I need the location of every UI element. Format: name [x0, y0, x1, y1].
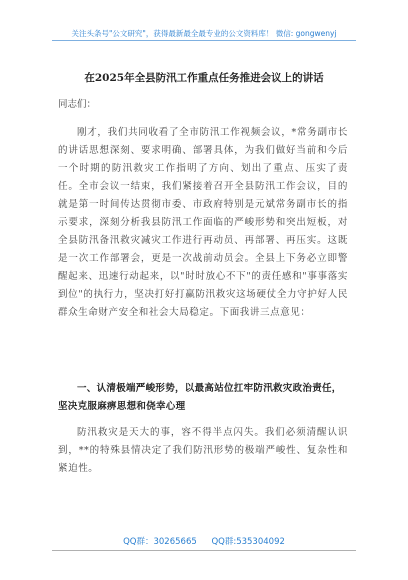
salutation: 同志们： [58, 99, 97, 110]
header-divider [52, 40, 356, 41]
footer-divider [52, 550, 356, 551]
paragraph-intro: 刚才，我们共同收看了全市防汛工作视频会议，*常务副市长的讲话思想深刻、要求明确、部署具体，为我们做好当前和今后一个时期的防汛救灾工作指明了方向、划出了重点、压实了责任。全市会议一结束，我们紧接着召开全县防汛工作会议，目的就是第一时间传达贯彻市委、市政府特别是元斌常务副市长的指示要求，深刻分析我县防汛工作面临的严峻形势和突出短板，对全县防汛备汛救灾减灾工作进行再动员、再部署、再压实。这既是一次工作部署会，更是一次战前动员会。全县上下务必立即警醒起来、迅速行动起来，以"时时放心不下"的责任感和"事事落实到位"的执行力，坚决打好打赢防汛救灾这场硬仗全力守护好人民群众生命财产安全和社会大局稳定。下面我讲三点意见： [58, 127, 348, 318]
qq-group-link-2[interactable]: QQ群:535304092 [211, 537, 285, 547]
section-heading-1: 一、认清极端严峻形势，以最高站位扛牢防汛救灾政治责任，坚决克服麻痹思想和侥幸心理 [58, 383, 342, 412]
header-banner: 关注头条号"公文研究"，获得最新最全最专业的公文资料库！ 微信: gongwenyj [71, 29, 337, 38]
paragraph-section-1: 防汛救灾是天大的事，容不得半点闪失。我们必须清醒认识到，**的特殊县情决定了我们防汛形势的极端严峻性、复杂性和紧迫性。 [58, 427, 348, 474]
document-title: 在2025年全县防汛工作重点任务推进会议上的讲话 [84, 72, 324, 84]
qq-group-link-1[interactable]: QQ群：30265665 [123, 537, 197, 547]
footer-contacts [0, 535, 408, 547]
